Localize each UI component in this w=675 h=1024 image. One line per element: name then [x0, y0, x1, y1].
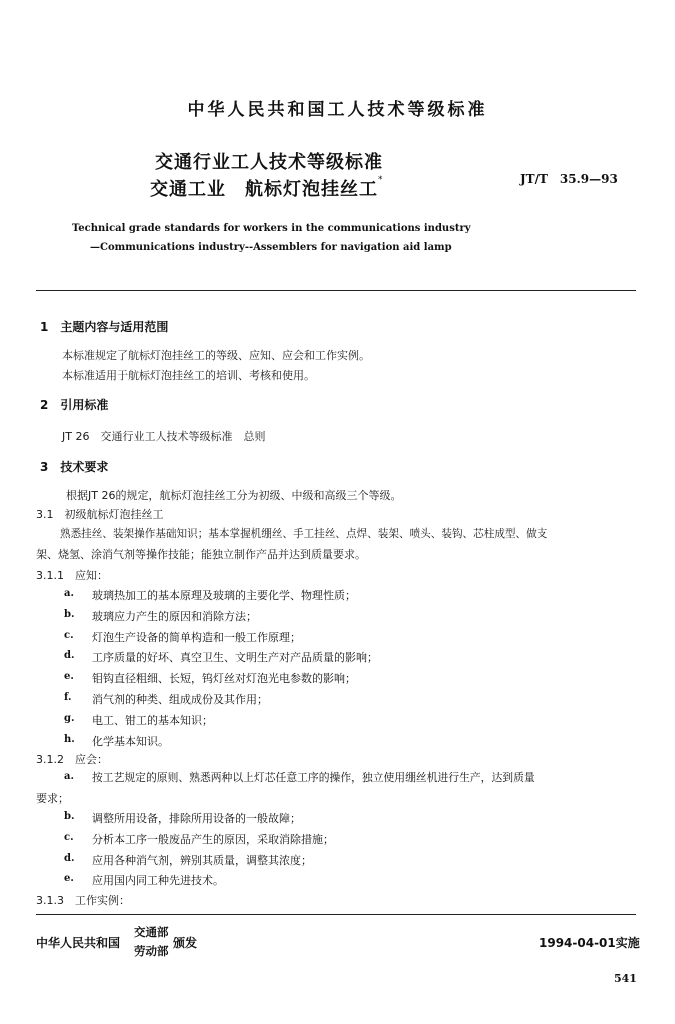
standard-title-line1: 交通行业工人技术等级标准 [155, 152, 383, 173]
list-item-text: 化学基本知识。 [92, 735, 169, 748]
effective-date: 1994-04-01实施 [539, 936, 640, 950]
title-footnote-mark: * [378, 175, 383, 185]
section-3-1-title: 3.1 初级航标灯泡挂丝工 [36, 508, 164, 521]
section-3-1-3-title: 3.1.3 工作实例： [36, 894, 130, 907]
page-number: 541 [614, 972, 637, 985]
standard-code: JT/T 35.9—93 [520, 172, 618, 186]
list-item-label: e. [64, 873, 74, 884]
list-item-label: d. [64, 853, 75, 864]
list-item-label: c. [64, 832, 74, 843]
list-item-label: a. [64, 588, 74, 599]
section-3-intro: 根据JT 26的规定，航标灯泡挂丝工分为初级、中级和高级三个等级。 [66, 489, 402, 502]
list-item-label: b. [64, 811, 75, 822]
list-item-text: 玻璃应力产生的原因和消除方法； [92, 610, 257, 623]
referenced-standard: JT 26 交通行业工人技术等级标准 总则 [62, 430, 266, 443]
list-item-text: 按工艺规定的原则、熟悉两种以上灯芯任意工序的操作，独立使用绷丝机进行生产，达到质量 [92, 771, 535, 784]
section-1-title: 1 主题内容与适用范围 [40, 320, 169, 334]
standard-title-line2: 交通工业 航标灯泡挂丝工 [150, 179, 378, 200]
list-item-text: 消气剂的种类、组成成份及其作用； [92, 693, 268, 706]
header-divider [36, 290, 636, 291]
section-3-1-2-title: 3.1.2 应会： [36, 753, 108, 766]
footer-divider [36, 914, 636, 915]
list-item-label: d. [64, 650, 75, 661]
section-3-title: 3 技术要求 [40, 460, 109, 474]
section-2-title: 2 引用标准 [40, 398, 109, 412]
english-title-line1: Technical grade standards for workers in the communications industry [72, 223, 471, 234]
list-item-text: 应用国内同工种先进技术。 [92, 874, 224, 887]
list-item-label: h. [64, 734, 75, 745]
issuer-ministry-2: 劳动部 [134, 944, 169, 958]
list-item-label: e. [64, 671, 74, 682]
issuer-country: 中华人民共和国 [36, 936, 121, 950]
list-item-continuation: 要求； [36, 792, 69, 805]
list-item-text: 调整所用设备，排除所用设备的一般故障； [92, 812, 301, 825]
national-standard-title: 中华人民共和国工人技术等级标准 [187, 100, 488, 120]
list-item-label: g. [64, 713, 75, 724]
section-1-paragraph-1: 本标准规定了航标灯泡挂丝工的等级、应知、应会和工作实例。 [62, 349, 370, 362]
english-title-line2: —Communications industry--Assemblers for navigation aid lamp [90, 242, 452, 253]
section-3-1-line-1: 熟悉挂丝、装架操作基础知识；基本掌握机绷丝、手工挂丝、点焊、装架、喷头、装钩、芯柱成型、做支 [60, 528, 548, 540]
section-3-1-1-title: 3.1.1 应知： [36, 569, 108, 582]
list-item-text: 电工、钳工的基本知识； [92, 714, 213, 727]
list-item-text: 分析本工序一般废品产生的原因，采取消除措施； [92, 833, 334, 846]
list-item-text: 灯泡生产设备的简单构造和一般工作原理； [92, 631, 301, 644]
list-item-text: 玻璃热加工的基本原理及玻璃的主要化学、物理性质； [92, 589, 356, 602]
list-item-label: f. [64, 692, 72, 703]
section-3-1-line-2: 架、烧氢、涂消气剂等操作技能；能独立制作产品并达到质量要求。 [36, 548, 366, 561]
list-item-label: b. [64, 609, 75, 620]
list-item-text: 工序质量的好坏、真空卫生、文明生产对产品质量的影响； [92, 651, 378, 664]
issue-word: 颁发 [173, 936, 198, 950]
list-item-text: 钼钩直径粗细、长短，钨灯丝对灯泡光电参数的影响； [92, 672, 356, 685]
issuer-ministry-1: 交通部 [134, 925, 169, 939]
list-item-label: a. [64, 771, 74, 782]
section-1-paragraph-2: 本标准适用于航标灯泡挂丝工的培训、考核和使用。 [62, 369, 315, 382]
list-item-label: c. [64, 630, 74, 641]
list-item-text: 应用各种消气剂，辨别其质量，调整其浓度； [92, 854, 312, 867]
